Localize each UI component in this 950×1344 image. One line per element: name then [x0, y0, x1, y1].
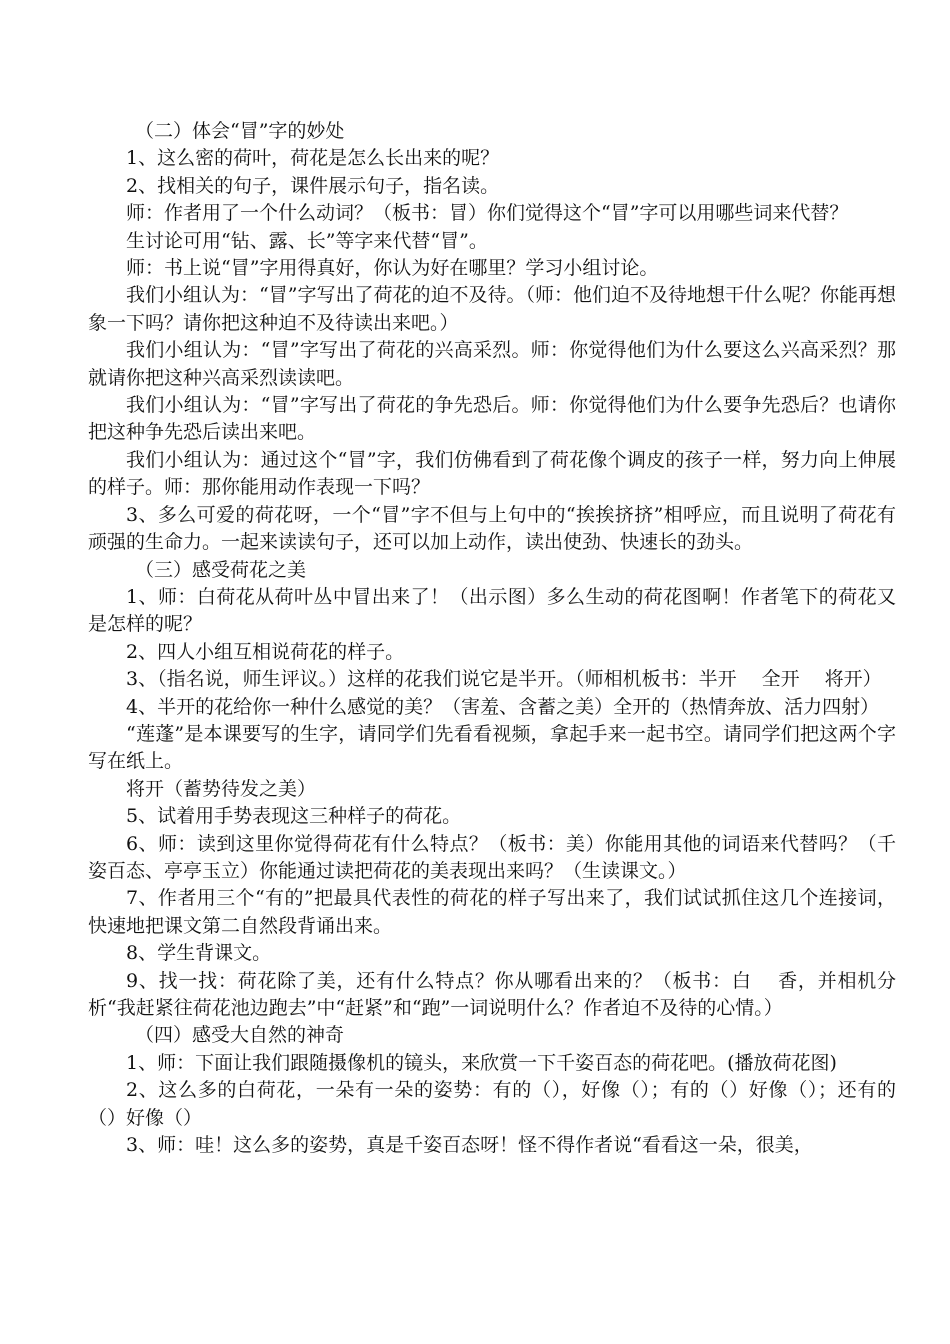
- paragraph: 2、找相关的句子，课件展示句子，指名读。: [126, 174, 500, 197]
- section-heading: （四）感受大自然的神奇: [135, 1024, 345, 1047]
- document-page: [88, 118, 896, 1159]
- paragraph: 我们小组认为：“冒”字写出了荷花的兴高采烈。师：你觉得他们为什么要这么兴高采烈？那就请你把这种兴高采烈读读吧。: [88, 339, 896, 389]
- paragraph: 3、师：哇！这么多的姿势，真是千姿百态呀！怪不得作者说“看看这一朵，很美，: [126, 1134, 813, 1157]
- paragraph: 6、师：读到这里你觉得荷花有什么特点？（板书：美）你能用其他的词语来代替吗？（千姿百态、亭亭玉立）你能通过读把荷花的美表现出来吗？（生读课文。）: [88, 832, 896, 882]
- paragraph: 将开（蓄势待发之美）: [126, 777, 317, 800]
- paragraph: 3、多么可爱的荷花呀，一个“冒”字不但与上句中的“挨挨挤挤”相呼应，而且说明了荷花有顽强的生命力。一起来读读句子，还可以加上动作，读出使劲、快速长的劲头。: [88, 503, 896, 554]
- paragraph: 7、作者用三个“有的”把最具代表性的荷花的样子写出来了，我们试试抓住这几个连接词，快速地把课文第二自然段背诵出来。: [88, 887, 896, 937]
- paragraph: 3、（指名说，师生评议。）这样的花我们说它是半开。（师相机板书：半开 全开 将开）: [126, 668, 882, 691]
- paragraph: 1、师：白荷花从荷叶丛中冒出来了！（出示图）多么生动的荷花图啊！作者笔下的荷花又是怎样的呢？: [88, 585, 896, 636]
- paragraph: 我们小组认为：通过这个“冒”字，我们仿佛看到了荷花像个调皮的孩子一样，努力向上伸展的样子。师：那你能用动作表现一下吗？: [88, 448, 896, 499]
- paragraph: 师：书上说“冒”字用得真好，你认为好在哪里？学习小组讨论。: [126, 257, 659, 280]
- paragraph: 2、四人小组互相说荷花的样子。: [126, 640, 405, 663]
- paragraph: 1、师：下面让我们跟随摄像机的镜头，来欣赏一下千姿百态的荷花吧。(播放荷花图): [126, 1051, 837, 1074]
- paragraph: 8、学生背课文。: [126, 942, 272, 965]
- paragraph: 我们小组认为：“冒”字写出了荷花的争先恐后。师：你觉得他们为什么要争先恐后？也请你把这种争先恐后读出来吧。: [88, 394, 896, 444]
- paragraph: 生讨论可用“钻、露、长”等字来代替“冒”。: [126, 229, 488, 252]
- paragraph: 师：作者用了一个什么动词？（板书：冒）你们觉得这个“冒”字可以用哪些词来代替？: [126, 202, 849, 225]
- paragraph: 5、试着用手势表现这三种样子的荷花。: [126, 805, 462, 828]
- paragraph: 2、这么多的白荷花，一朵有一朵的姿势：有的（），好像（）；有的（）好像（）；还有的（）好像（）: [88, 1079, 896, 1129]
- paragraph: 4、半开的花给你一种什么感觉的美？（害羞、含蓄之美）全开的（热情奔放、活力四射）: [126, 695, 880, 718]
- paragraph: 我们小组认为：“冒”字写出了荷花的迫不及待。（师：他们迫不及待地想干什么呢？你能再想象一下吗？请你把这种迫不及待读出来吧。）: [88, 284, 896, 334]
- paragraph: “莲蓬”是本课要写的生字，请同学们先看看视频，拿起手来一起书空。请同学们把这两个字写在纸上。: [88, 722, 896, 773]
- section-heading: （二）体会“冒”字的妙处: [135, 120, 345, 142]
- paragraph: 9、找一找：荷花除了美，还有什么特点？你从哪看出来的？（板书：白 香，并相机分析“我赶紧往荷花池边跑去”中“赶紧”和“跑”一词说明什么？作者迫不及待的心情。）: [88, 969, 896, 1019]
- section-heading: （三）感受荷花之美: [135, 558, 307, 581]
- paragraph: 1、这么密的荷叶，荷花是怎么长出来的呢？: [126, 147, 500, 170]
